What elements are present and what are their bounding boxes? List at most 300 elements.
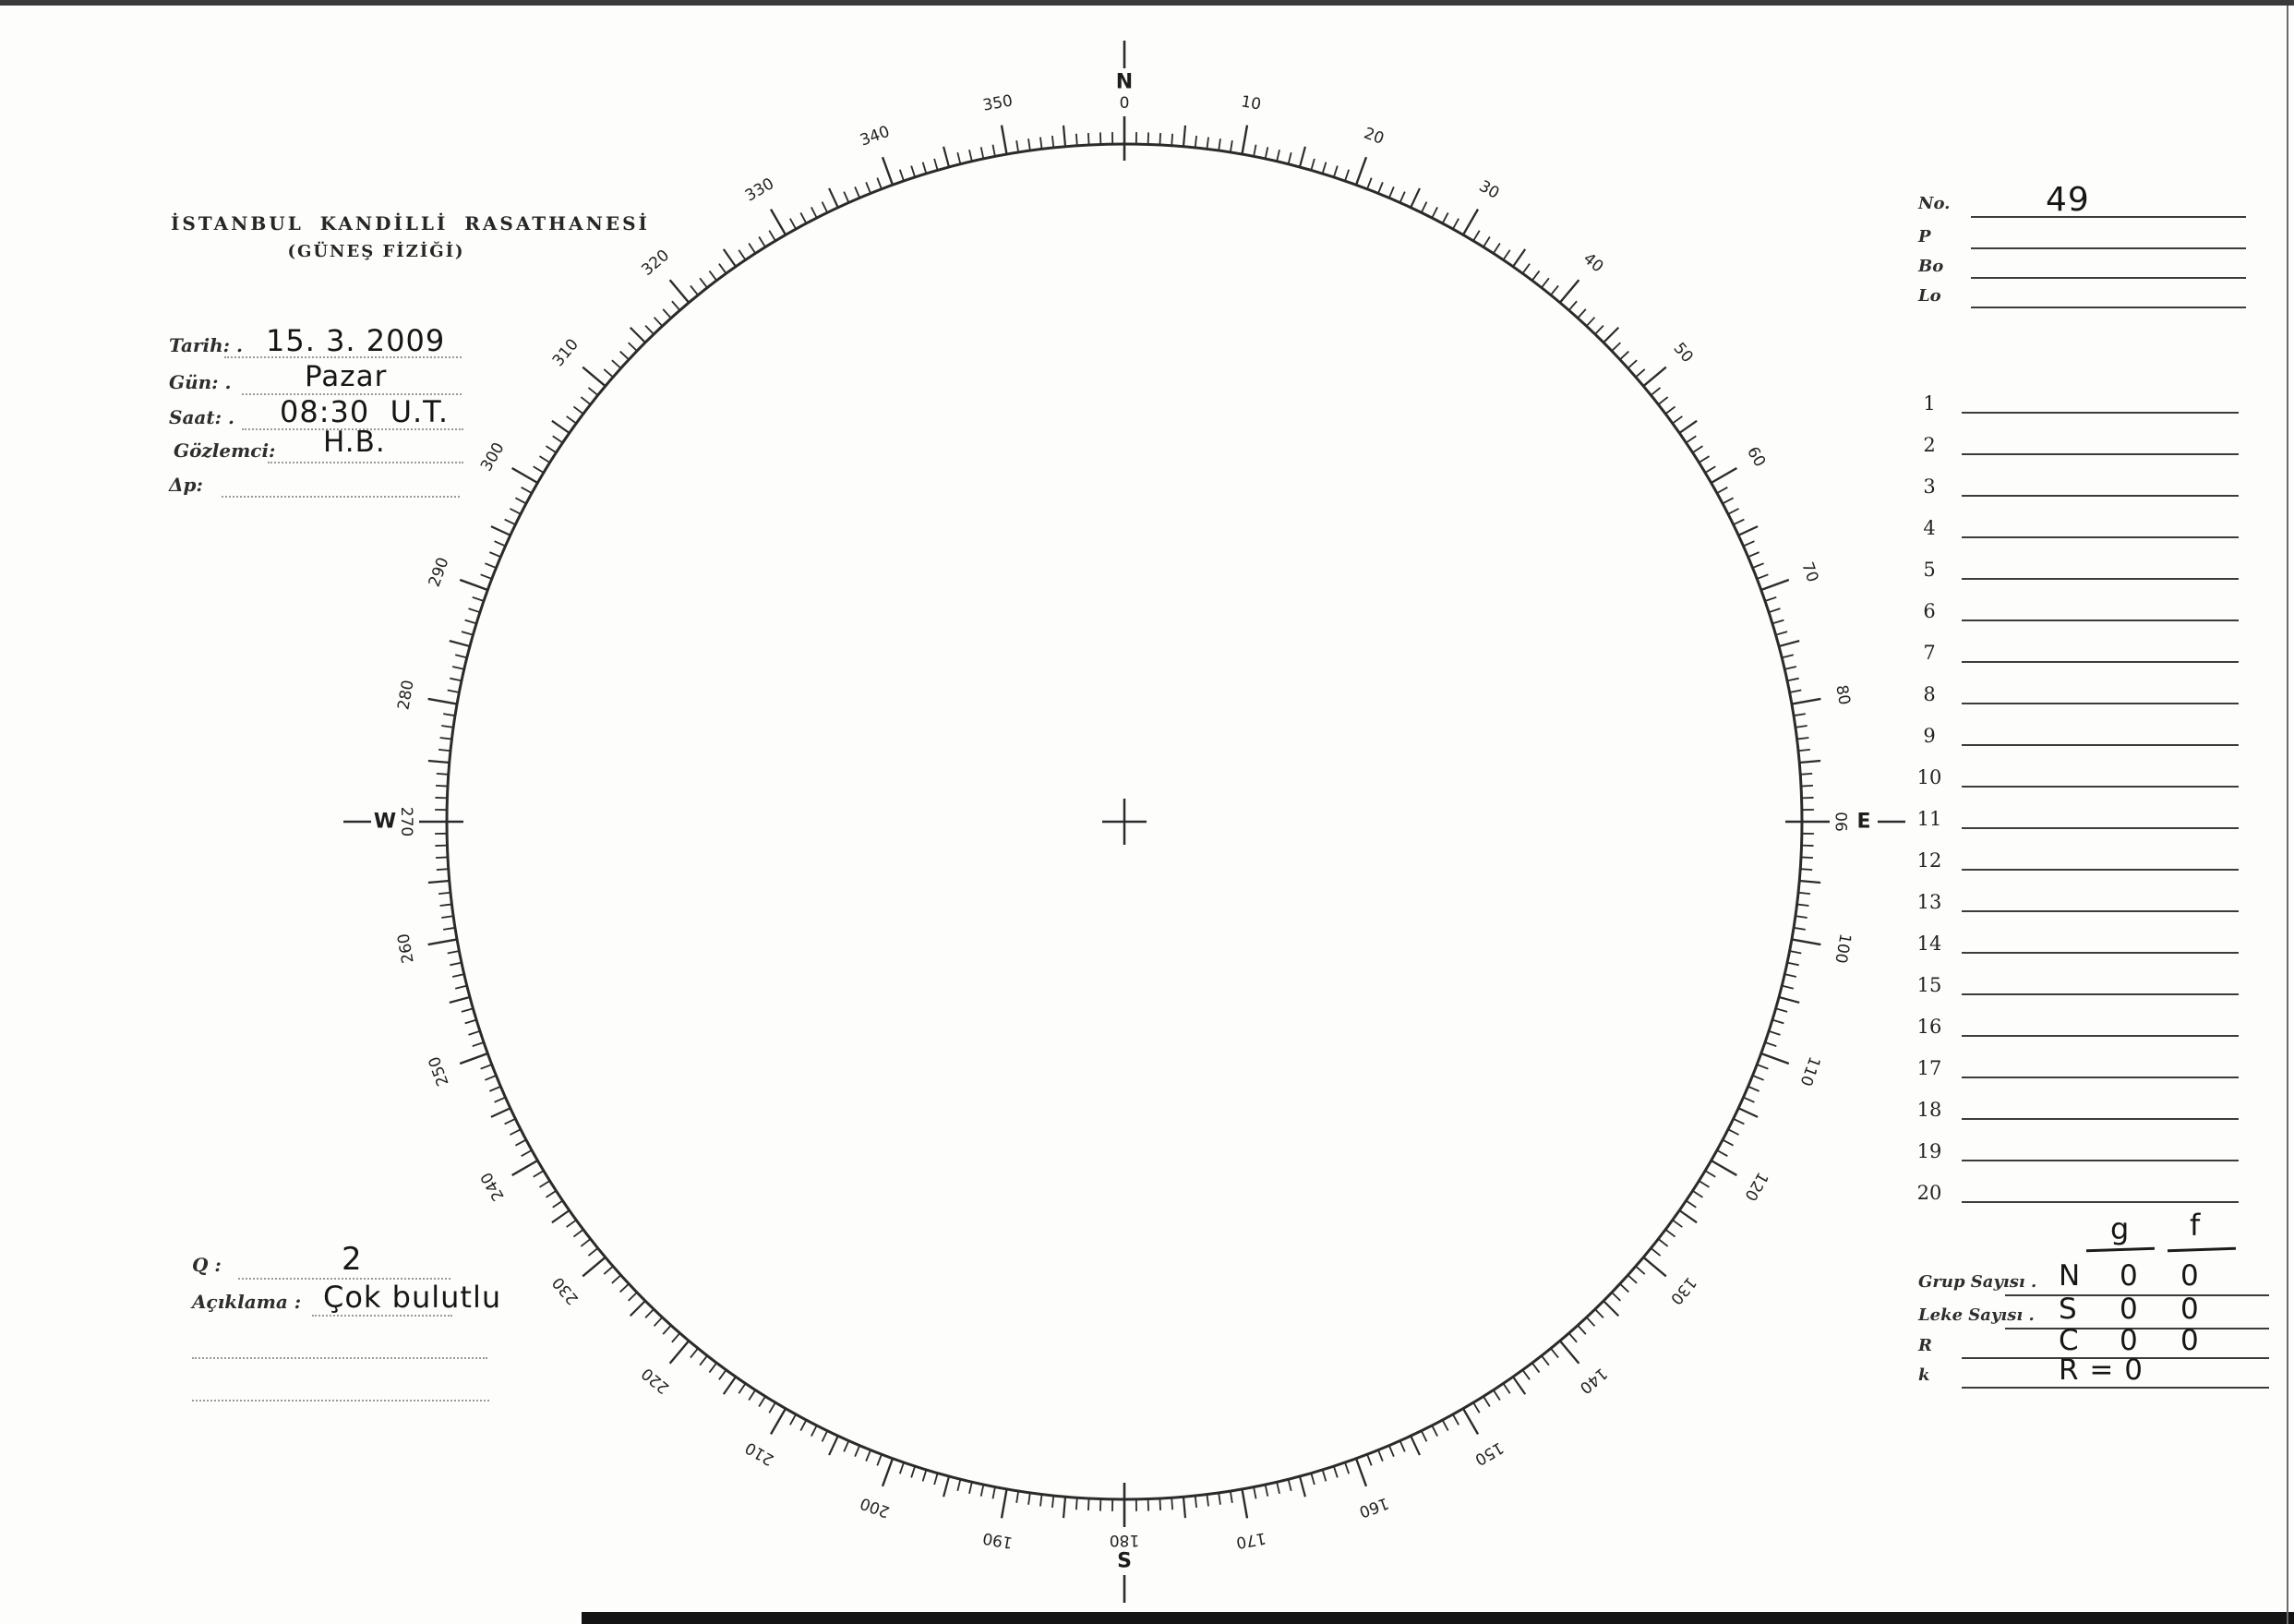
minor-tick (1765, 597, 1776, 601)
minor-tick (739, 250, 745, 260)
spot-line-number: 6 (1923, 600, 1936, 622)
minor-tick (923, 162, 927, 174)
summary-k-label: k (1918, 1365, 1930, 1385)
minor-tick (1551, 1348, 1558, 1357)
degree-label-250: 250 (425, 1053, 453, 1089)
minor-tick (1753, 1076, 1764, 1080)
summary-value: 0 (2180, 1259, 2200, 1293)
minor-tick (534, 1171, 544, 1177)
minor-tick (1658, 1239, 1667, 1246)
minor-tick (1432, 207, 1437, 218)
degree-label-280: 280 (394, 679, 418, 712)
minor-tick (1277, 1482, 1279, 1494)
minor-tick (515, 1140, 525, 1146)
minor-tick (1551, 285, 1558, 295)
degree-label-80: 80 (1832, 683, 1854, 707)
summary-col-header-f: f (2190, 1208, 2202, 1243)
minor-tick (1076, 1498, 1077, 1510)
minor-tick (1723, 1140, 1733, 1146)
spot-line-number: 17 (1916, 1057, 1942, 1079)
minor-tick (1744, 1098, 1755, 1102)
field-tarih-value: 15. 3. 2009 (266, 323, 446, 358)
mid-tick (1779, 997, 1799, 1003)
minor-tick (1787, 963, 1799, 966)
minor-tick (1578, 309, 1586, 319)
minor-tick (465, 1020, 476, 1024)
minor-tick (1744, 541, 1755, 546)
minor-tick (1765, 1042, 1776, 1046)
minor-tick (719, 1370, 727, 1380)
minor-tick (749, 244, 755, 254)
minor-tick (700, 1355, 707, 1365)
minor-tick (700, 278, 707, 287)
minor-tick (443, 714, 455, 716)
minor-tick (739, 1384, 745, 1394)
minor-tick (1378, 1450, 1383, 1462)
minor-tick (469, 608, 480, 612)
mid-tick (1603, 328, 1618, 343)
minor-tick (438, 750, 450, 751)
minor-tick (1389, 186, 1394, 198)
summary-value: 0 (2120, 1259, 2139, 1293)
minor-tick (473, 597, 484, 601)
minor-tick (1728, 509, 1739, 514)
mid-tick (829, 188, 838, 208)
degree-label-40: 40 (1579, 249, 1607, 277)
field-q-value: 2 (342, 1241, 363, 1278)
major-tick (1761, 1053, 1789, 1064)
minor-tick (450, 963, 462, 966)
minor-tick (522, 1150, 532, 1156)
minor-tick (1016, 140, 1018, 152)
minor-tick (1794, 928, 1806, 930)
major-tick (1792, 699, 1821, 704)
minor-tick (1473, 1402, 1480, 1413)
field-q-label: Q : (192, 1254, 222, 1276)
minor-tick (1422, 1431, 1427, 1442)
minor-tick (981, 1485, 984, 1497)
minor-tick (1311, 159, 1315, 170)
minor-tick (1798, 893, 1810, 894)
department-name: (GÜNEŞ FİZİĞİ) (287, 242, 465, 261)
minor-tick (485, 563, 496, 568)
minor-tick (759, 1396, 765, 1406)
minor-tick (455, 986, 467, 989)
minor-tick (443, 928, 455, 930)
minor-tick (1798, 750, 1810, 751)
minor-tick (1323, 162, 1327, 174)
minor-tick (1231, 140, 1232, 152)
minor-tick (437, 774, 449, 775)
minor-tick (1717, 487, 1727, 493)
field-gozlemci-label: Gözlemci: (174, 439, 276, 462)
field-gun-label: Gün: . (169, 371, 232, 393)
major-tick (1002, 126, 1007, 155)
major-tick (670, 1341, 690, 1364)
minor-tick (1658, 397, 1667, 404)
minor-tick (1687, 1200, 1697, 1207)
minor-tick (1052, 1496, 1053, 1508)
field-aciklama-label: Açıklama : (192, 1291, 302, 1313)
minor-tick (588, 388, 597, 395)
minor-tick (441, 726, 453, 728)
mid-tick (1799, 881, 1820, 883)
minor-tick (1171, 1498, 1172, 1510)
summary-value: 0 (2120, 1324, 2139, 1357)
spot-line-number: 18 (1916, 1099, 1942, 1121)
minor-tick (510, 1129, 521, 1135)
minor-tick (1757, 574, 1768, 579)
mid-tick (1411, 188, 1420, 208)
mid-tick (552, 1210, 570, 1222)
cardinal-letter-N: N (1115, 70, 1134, 94)
minor-tick (1723, 498, 1733, 503)
minor-tick (1483, 237, 1490, 247)
minor-tick (1578, 1325, 1586, 1334)
summary-r-label: R (1918, 1336, 1932, 1355)
mid-tick (1738, 1108, 1758, 1117)
minor-tick (800, 1420, 806, 1430)
minor-tick (992, 1487, 994, 1499)
minor-tick (1443, 1420, 1448, 1430)
minor-tick (1784, 974, 1796, 977)
minor-tick (969, 150, 972, 162)
degree-label-60: 60 (1743, 443, 1770, 471)
minor-tick (1219, 138, 1220, 150)
major-tick (1711, 468, 1737, 483)
minor-tick (1784, 667, 1796, 669)
minor-tick (1040, 1495, 1042, 1507)
spot-line-number: 12 (1916, 849, 1942, 872)
mid-tick (450, 641, 470, 646)
degree-label-120: 120 (1740, 1168, 1772, 1205)
degree-label-70: 70 (1797, 559, 1822, 585)
minor-tick (790, 219, 796, 229)
minor-tick (440, 904, 452, 906)
minor-tick (604, 1267, 613, 1275)
minor-tick (481, 1065, 492, 1069)
minor-tick (573, 406, 583, 414)
minor-tick (1311, 1474, 1315, 1485)
minor-tick (663, 1325, 671, 1334)
minor-tick (1782, 986, 1794, 989)
minor-tick (1522, 264, 1530, 274)
minor-tick (604, 369, 613, 378)
minor-tick (1665, 1230, 1675, 1237)
major-tick (428, 939, 458, 944)
mid-tick (631, 1301, 645, 1316)
minor-tick (1389, 1446, 1394, 1457)
field-aciklama-value: Çok bulutlu (323, 1280, 502, 1315)
degree-label-140: 140 (1575, 1364, 1611, 1398)
mid-tick (1411, 1436, 1420, 1455)
minor-tick (800, 212, 806, 223)
minor-tick (485, 1076, 496, 1080)
minor-tick (1693, 446, 1703, 452)
minor-tick (540, 1181, 550, 1187)
minor-tick (1705, 1171, 1715, 1177)
cardinal-letter-E: E (1856, 810, 1871, 834)
summary-value: N (2059, 1259, 2082, 1293)
minor-tick (981, 147, 984, 159)
minor-tick (620, 1284, 630, 1293)
major-tick (670, 280, 690, 303)
minor-tick (1254, 145, 1255, 157)
degree-label-180: 180 (1109, 1531, 1140, 1549)
minor-tick (440, 738, 452, 740)
minor-tick (567, 1220, 577, 1227)
minor-tick (1627, 1275, 1637, 1283)
minor-tick (934, 159, 938, 170)
minor-tick (469, 1031, 480, 1035)
minor-tick (515, 498, 525, 503)
minor-tick (581, 1239, 590, 1246)
minor-tick (1542, 278, 1549, 287)
minor-tick (1323, 1470, 1327, 1481)
minor-tick (655, 318, 663, 327)
minor-tick (1651, 388, 1660, 395)
major-tick (1792, 939, 1821, 944)
major-tick (883, 1459, 893, 1486)
major-tick (460, 580, 487, 590)
mid-tick (1679, 421, 1697, 433)
minor-tick (620, 352, 630, 360)
degree-label-290: 290 (425, 555, 453, 590)
minor-tick (1483, 1396, 1490, 1406)
minor-tick (450, 679, 462, 681)
minor-tick (1636, 369, 1645, 378)
field-saat-value: 08:30 U.T. (280, 394, 450, 429)
minor-tick (855, 1446, 859, 1457)
mid-tick (1603, 1301, 1618, 1316)
minor-tick (1801, 857, 1813, 858)
minor-tick (1219, 1493, 1220, 1505)
minor-tick (437, 869, 449, 870)
minor-tick (481, 574, 492, 579)
minor-tick (1400, 192, 1405, 203)
major-tick (1560, 1341, 1579, 1364)
minor-tick (489, 552, 500, 557)
minor-tick (1627, 360, 1637, 368)
spot-line-number: 2 (1923, 434, 1936, 456)
minor-tick (581, 397, 590, 404)
spot-line-number: 3 (1923, 475, 1936, 498)
major-tick (1711, 1161, 1737, 1175)
mid-tick (1183, 1497, 1185, 1518)
minor-tick (1367, 178, 1372, 189)
mid-tick (1183, 126, 1185, 147)
minor-tick (969, 1482, 972, 1494)
minor-tick (573, 1230, 583, 1237)
minor-tick (1753, 563, 1764, 568)
minor-tick (1620, 1284, 1629, 1293)
minor-tick (546, 1191, 557, 1197)
minor-tick (790, 1414, 796, 1425)
minor-tick (844, 1441, 848, 1452)
minor-tick (1266, 1485, 1268, 1497)
minor-tick (1088, 133, 1089, 145)
minor-tick (1612, 1293, 1620, 1301)
minor-tick (1171, 134, 1172, 146)
minor-tick (1207, 138, 1208, 150)
spot-line-number: 13 (1916, 891, 1942, 913)
field-bo-label: Bo (1918, 257, 1944, 276)
degree-label-320: 320 (638, 246, 674, 280)
field-gozlemci-value: H.B. (323, 426, 386, 459)
minor-tick (588, 1248, 597, 1256)
mid-tick (1063, 1497, 1065, 1518)
minor-tick (1776, 1008, 1787, 1012)
degree-label-90: 90 (1833, 812, 1852, 832)
minor-tick (1378, 182, 1383, 193)
minor-tick (811, 207, 817, 218)
mid-tick (1779, 641, 1799, 646)
minor-tick (709, 271, 716, 280)
minor-tick (749, 1390, 755, 1401)
minor-tick (567, 416, 577, 424)
minor-tick (629, 1293, 637, 1301)
minor-tick (1266, 147, 1268, 159)
minor-tick (911, 166, 915, 177)
minor-tick (1088, 1498, 1089, 1510)
minor-tick (452, 974, 464, 977)
mid-tick (552, 421, 570, 433)
summary-grup-sayisi-label: Grup Sayısı . (1918, 1272, 2037, 1292)
minor-tick (1453, 219, 1459, 229)
major-tick (1463, 210, 1478, 235)
spot-line-number: 20 (1916, 1182, 1942, 1204)
degree-label-130: 130 (1666, 1272, 1700, 1308)
minor-tick (1595, 326, 1603, 334)
minor-tick (448, 690, 460, 692)
minor-tick (462, 632, 473, 635)
degree-label-110: 110 (1796, 1053, 1824, 1089)
field-no-label: No. (1918, 194, 1951, 213)
field-delta-p-label: Δp: (169, 474, 203, 496)
minor-tick (1345, 170, 1349, 181)
mid-tick (428, 881, 450, 883)
major-tick (1560, 280, 1579, 303)
minor-tick (1040, 138, 1042, 150)
minor-tick (1195, 1496, 1196, 1508)
minor-tick (823, 1431, 828, 1442)
minor-tick (1159, 1498, 1160, 1510)
minor-tick (505, 1119, 516, 1125)
degree-label-150: 150 (1471, 1438, 1507, 1469)
minor-tick (759, 237, 765, 247)
minor-tick (1595, 1309, 1603, 1317)
minor-tick (844, 192, 848, 203)
mid-tick (1679, 1210, 1697, 1222)
degree-label-340: 340 (858, 122, 893, 150)
minor-tick (1453, 1414, 1459, 1425)
minor-tick (709, 1363, 716, 1372)
major-tick (1242, 1489, 1247, 1519)
major-tick (1002, 1489, 1007, 1519)
spot-line-number: 19 (1916, 1140, 1942, 1162)
minor-tick (489, 1087, 500, 1091)
minor-tick (505, 520, 516, 525)
mid-tick (1063, 126, 1065, 147)
major-tick (583, 367, 606, 387)
minor-tick (465, 620, 476, 624)
mid-tick (428, 761, 450, 763)
minor-tick (1651, 1248, 1660, 1256)
minor-tick (612, 360, 621, 368)
minor-tick (1532, 271, 1540, 280)
spot-line-number: 14 (1916, 932, 1942, 955)
field-saat-label: Saat: . (169, 406, 234, 428)
minor-tick (1422, 202, 1427, 213)
minor-tick (1734, 1119, 1745, 1125)
spot-line-number: 9 (1923, 725, 1936, 747)
minor-tick (1717, 1150, 1727, 1156)
minor-tick (1748, 1087, 1760, 1091)
minor-tick (612, 1275, 621, 1283)
mid-tick (1738, 526, 1758, 535)
degree-label-230: 230 (548, 1272, 583, 1308)
cardinal-letter-S: S (1117, 1549, 1132, 1573)
minor-tick (1334, 1466, 1338, 1477)
minor-tick (455, 655, 467, 657)
minor-tick (540, 456, 550, 463)
minor-tick (1800, 869, 1812, 870)
mid-tick (631, 328, 645, 343)
minor-tick (1705, 466, 1715, 473)
mid-tick (1513, 249, 1525, 267)
major-tick (460, 1053, 487, 1064)
spot-line-number: 1 (1923, 392, 1936, 415)
minor-tick (436, 786, 448, 787)
degree-label-20: 20 (1361, 124, 1387, 149)
degree-label-0: 0 (1119, 94, 1130, 113)
spot-line-number: 4 (1923, 517, 1936, 539)
minor-tick (1587, 318, 1595, 327)
major-tick (883, 157, 893, 185)
spot-line-number: 15 (1916, 974, 1942, 996)
minor-tick (1503, 1384, 1509, 1394)
degree-label-310: 310 (548, 335, 583, 371)
degree-label-170: 170 (1234, 1528, 1267, 1552)
minor-tick (1076, 134, 1077, 146)
minor-tick (1289, 152, 1291, 164)
minor-tick (957, 1479, 960, 1491)
minor-tick (1587, 1317, 1595, 1327)
spot-line-number: 10 (1916, 766, 1942, 788)
minor-tick (866, 182, 871, 193)
minor-tick (1673, 416, 1683, 424)
minor-tick (1432, 1426, 1437, 1437)
minor-tick (1494, 244, 1500, 254)
minor-tick (1473, 231, 1480, 241)
major-tick (1356, 157, 1366, 185)
mid-tick (1513, 1377, 1525, 1394)
spot-line-number: 8 (1923, 683, 1936, 705)
minor-tick (1782, 655, 1794, 657)
minor-tick (923, 1470, 927, 1481)
degree-label-350: 350 (981, 91, 1015, 115)
minor-tick (691, 285, 698, 295)
field-gun-value: Pazar (305, 360, 388, 393)
degree-label-190: 190 (981, 1528, 1015, 1552)
minor-tick (452, 667, 464, 669)
spot-line-number: 16 (1916, 1016, 1942, 1038)
minor-tick (1231, 1491, 1232, 1503)
degree-label-260: 260 (394, 932, 418, 965)
minor-tick (1532, 1363, 1540, 1372)
minor-tick (877, 178, 882, 189)
major-tick (1242, 126, 1247, 155)
